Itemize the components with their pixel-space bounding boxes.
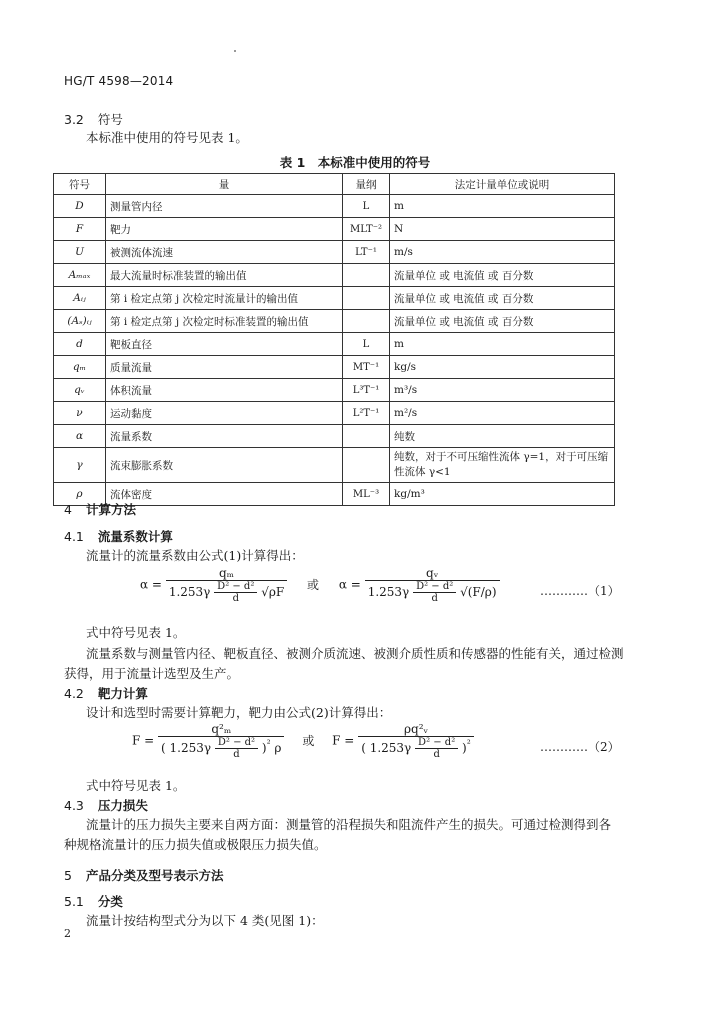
table-row xyxy=(54,287,615,310)
cell-quantity: 运动黏度 xyxy=(106,402,343,425)
cell-quantity: 第 i 检定点第 j 次检定时标准装置的输出值 xyxy=(106,310,343,333)
cell-quantity: 体积流量 xyxy=(106,379,343,402)
cell-symbol: d xyxy=(54,333,106,356)
section-5-heading: 5 产品分类及型号表示方法 xyxy=(64,868,224,883)
section-4-3-para-line2: 种规格流量计的压力损失值或极限压力损失值。 xyxy=(64,837,327,852)
scan-dot xyxy=(234,50,236,52)
equation-number-2: …………（2） xyxy=(540,740,620,754)
table-row xyxy=(54,425,615,448)
cell-dimension: LT⁻¹ xyxy=(343,241,390,264)
cell-quantity: 流量系数 xyxy=(106,425,343,448)
table-1-caption: 表 1 本标准中使用的符号 xyxy=(279,155,431,170)
section-3-2-heading: 3.2 符号 xyxy=(64,112,123,127)
cell-symbol: Aᵢⱼ xyxy=(54,287,106,310)
section-4-3-para-line1: 流量计的压力损失主要来自两方面：测量管的沿程损失和阻流件产生的损失。可通过检测得到各 xyxy=(86,817,612,832)
equation-number-1: …………（1） xyxy=(540,584,620,598)
cell-unit: 流量单位 或 电流值 或 百分数 xyxy=(390,264,615,287)
page-number: 2 xyxy=(64,927,71,940)
cell-dimension xyxy=(343,448,390,483)
table-row xyxy=(54,356,615,379)
cell-unit: 纯数，对于不可压缩性流体 γ=1，对于可压缩性流体 γ<1 xyxy=(390,448,615,483)
table-row xyxy=(54,241,615,264)
cell-quantity: 最大流量时标准装置的输出值 xyxy=(106,264,343,287)
section-4-2-heading: 4.2 靶力计算 xyxy=(64,686,148,701)
denominator-2a: ( 1.253γ $\frac{\text{D² − d²}}{d}$ )$^{^2}$ ρ xyxy=(161,737,282,760)
section-4-1-para-line1: 流量系数与测量管内径、靶板直径、被测介质流速、被测介质性质和传感器的性能有关，通过检测 xyxy=(86,646,624,661)
cell-symbol: ν xyxy=(54,402,106,425)
cell-symbol: D xyxy=(54,195,106,218)
denominator: 1.253γ $\frac{\text{D² − d²}}{d}$ √ρF xyxy=(168,581,285,604)
cell-unit: kg/m³ xyxy=(390,483,615,506)
section-4-1-after: 式中符号见表 1。 xyxy=(86,625,186,640)
cell-unit: 流量单位 或 电流值 或 百分数 xyxy=(390,310,615,333)
cell-unit: m³/s xyxy=(390,379,615,402)
formula-1 xyxy=(140,566,500,604)
section-4-1-intro: 流量计的流量系数由公式(1)计算得出： xyxy=(86,548,304,563)
table-header-row xyxy=(54,174,615,195)
cell-unit: m²/s xyxy=(390,402,615,425)
table-row xyxy=(54,448,615,483)
cell-dimension xyxy=(343,287,390,310)
formula-2 xyxy=(132,722,474,760)
table-row xyxy=(54,310,615,333)
section-3-2-intro: 本标准中使用的符号见表 1。 xyxy=(86,130,248,145)
section-4-1-heading: 4.1 流量系数计算 xyxy=(64,529,173,544)
section-4-heading: 4 计算方法 xyxy=(64,502,136,517)
alpha-symbol-2: α = xyxy=(338,577,361,592)
cell-unit: N xyxy=(390,218,615,241)
table-row xyxy=(54,379,615,402)
header-quantity: 量 xyxy=(106,174,343,195)
section-4-1-para-line2: 获得，用于流量计选型及生产。 xyxy=(64,666,240,681)
denominator-b: 1.253γ $\frac{\text{D² − d²}}{d}$ √(F/ρ) xyxy=(367,581,497,604)
cell-symbol: ρ xyxy=(54,483,106,506)
cell-symbol: F xyxy=(54,218,106,241)
table-row xyxy=(54,218,615,241)
cell-symbol: Aₘₐₓ xyxy=(54,264,106,287)
cell-symbol: U xyxy=(54,241,106,264)
denominator-2b: ( 1.253γ $\frac{\text{D² − d²}}{d}$ )$^{^2}$ xyxy=(361,737,471,760)
header-unit: 法定计量单位或说明 xyxy=(390,174,615,195)
numerator-qm2: q²ₘ xyxy=(158,722,284,737)
cell-quantity: 靶板直径 xyxy=(106,333,343,356)
cell-symbol: α xyxy=(54,425,106,448)
cell-dimension: L xyxy=(343,195,390,218)
F-symbol: F = xyxy=(132,733,155,748)
cell-unit: m xyxy=(390,195,615,218)
cell-dimension xyxy=(343,310,390,333)
table-row xyxy=(54,333,615,356)
cell-quantity: 质量流量 xyxy=(106,356,343,379)
cell-quantity: 第 i 检定点第 j 次检定时流量计的输出值 xyxy=(106,287,343,310)
alpha-symbol: α = xyxy=(140,577,162,592)
section-4-2-intro: 设计和选型时需要计算靶力，靶力由公式(2)计算得出： xyxy=(86,705,392,720)
cell-dimension xyxy=(343,425,390,448)
header-symbol: 符号 xyxy=(54,174,106,195)
section-5-1-heading: 5.1 分类 xyxy=(64,894,123,909)
cell-dimension: ML⁻³ xyxy=(343,483,390,506)
symbols-table xyxy=(53,173,615,506)
F-symbol-2: F = xyxy=(332,733,355,748)
table-row xyxy=(54,483,615,506)
section-4-2-after: 式中符号见表 1。 xyxy=(86,778,186,793)
formula-1-fraction-b xyxy=(365,566,500,604)
cell-quantity: 测量管内径 xyxy=(106,195,343,218)
cell-symbol: qᵥ xyxy=(54,379,106,402)
or-word-2: 或 xyxy=(302,733,315,748)
or-word: 或 xyxy=(307,577,320,592)
cell-dimension: L xyxy=(343,333,390,356)
cell-quantity: 流体密度 xyxy=(106,483,343,506)
cell-symbol: γ xyxy=(54,448,106,483)
section-5-1-intro: 流量计按结构型式分为以下 4 类(见图 1)： xyxy=(86,913,324,928)
cell-dimension: MLT⁻² xyxy=(343,218,390,241)
formula-2-fraction-b xyxy=(358,722,474,760)
cell-symbol: qₘ xyxy=(54,356,106,379)
cell-dimension: MT⁻¹ xyxy=(343,356,390,379)
cell-quantity: 流束膨胀系数 xyxy=(106,448,343,483)
numerator-rho-qv2: ρq²ᵥ xyxy=(358,722,474,737)
header-dimension: 量纲 xyxy=(343,174,390,195)
cell-unit: m/s xyxy=(390,241,615,264)
numerator-qv: qᵥ xyxy=(365,566,500,581)
cell-quantity: 被测流体流速 xyxy=(106,241,343,264)
standard-number: HG/T 4598—2014 xyxy=(64,74,174,88)
numerator: qₘ xyxy=(166,566,287,581)
table-row xyxy=(54,264,615,287)
cell-unit: 流量单位 或 电流值 或 百分数 xyxy=(390,287,615,310)
cell-dimension xyxy=(343,264,390,287)
formula-1-fraction-a xyxy=(166,566,287,604)
cell-symbol: (Aₛ)ᵢⱼ xyxy=(54,310,106,333)
cell-unit: kg/s xyxy=(390,356,615,379)
cell-unit: m xyxy=(390,333,615,356)
cell-dimension: L²T⁻¹ xyxy=(343,402,390,425)
cell-dimension: L³T⁻¹ xyxy=(343,379,390,402)
cell-unit: 纯数 xyxy=(390,425,615,448)
formula-2-fraction-a xyxy=(158,722,284,760)
table-row xyxy=(54,195,615,218)
cell-quantity: 靶力 xyxy=(106,218,343,241)
table-row xyxy=(54,402,615,425)
section-4-3-heading: 4.3 压力损失 xyxy=(64,798,148,813)
